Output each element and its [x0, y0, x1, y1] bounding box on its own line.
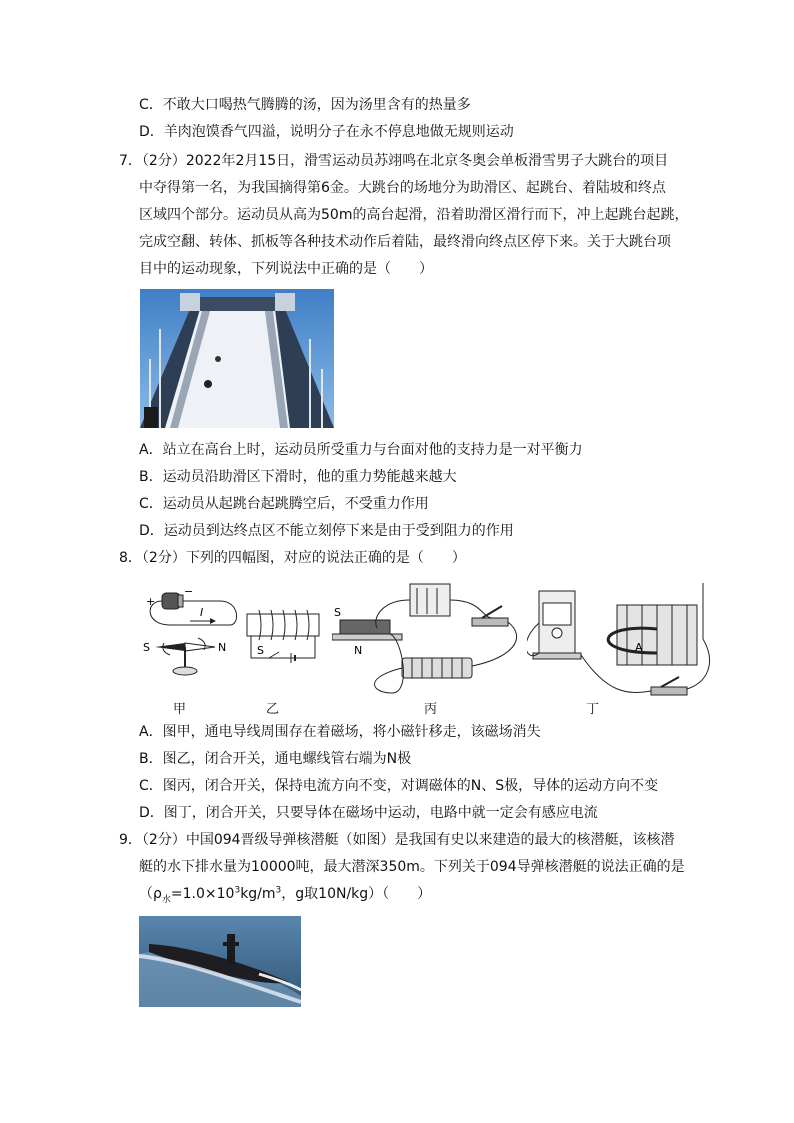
q8-option-c: C．图丙，闭合开关，保持电流方向不变，对调磁体的N、S极，导体的运动方向不变: [139, 778, 659, 794]
figure-bing-motor: [332, 578, 528, 696]
q8-option-b: B．图乙，闭合开关，通电螺线管右端为N极: [139, 751, 412, 767]
q6-option-d: D．羊肉泡馍香气四溢，说明分子在永不停息地做无规则运动: [139, 124, 514, 140]
q9-stem-line-2: 艇的水下排水量为10000吨，最大潜深350m。下列关于094导弹核潜艇的说法正确的是: [139, 859, 685, 875]
q6-option-c: C．不敢大口喝热气腾腾的汤，因为汤里含有的热量多: [139, 97, 471, 113]
switch-s-label: S: [257, 644, 264, 657]
caption-ding: 丁: [586, 702, 600, 717]
q7-stem-line-4: 完成空翻、转体、抓板等各种技术动作后着陆，最终滑向终点区停下来。关于大跳台项: [139, 234, 671, 250]
q8-option-a: A．图甲，通电导线周围存在着磁场，将小磁针移走，该磁场消失: [139, 724, 541, 740]
caption-bing: 丙: [424, 702, 438, 717]
plus-label: +: [146, 595, 156, 608]
n-pole-label: N: [218, 641, 227, 654]
figure-jia-oersted: [140, 583, 240, 678]
q7-stem-line-2: 中夺得第一名，为我国摘得第6金。大跳台的场地分为助滑区、起跳台、着陆坡和终点: [139, 180, 666, 196]
q7-stem-line-1: 7．（2分）2022年2月15日，滑雪运动员苏翊鸣在北京冬奥会单板滑雪男子大跳台的项目: [119, 153, 669, 169]
q7-option-c: C．运动员从起跳台起跳腾空后，不受重力作用: [139, 496, 429, 512]
q8-option-d: D．图丁，闭合开关，只要导体在磁场中运动，电路中就一定会有感应电流: [139, 805, 598, 821]
caption-jia: 甲: [173, 702, 187, 717]
q8-stem: 8．（2分）下列的四幅图，对应的说法正确的是（ ）: [119, 550, 466, 566]
q9-stem-line-1: 9．（2分）中国094晋级导弹核潜艇（如图）是我国有史以来建造的最大的核潜艇，该核潜: [119, 832, 675, 848]
conductor-a-label: A: [635, 641, 643, 654]
q7-stem-line-3: 区域四个部分。运动员从高为50m的高台起滑，沿着助滑区滑行而下，冲上起跳台起跳，: [139, 207, 689, 223]
q7-option-a: A．站立在高台上时，运动员所受重力与台面对他的支持力是一对平衡力: [139, 442, 583, 458]
figure-ding-induction: [527, 583, 717, 708]
minus-label: −: [184, 585, 194, 598]
current-label: I: [200, 606, 204, 619]
s-pole-label: S: [143, 641, 150, 654]
q7-option-b: B．运动员沿助滑区下滑时，他的重力势能越来越大: [139, 469, 457, 485]
caption-yi: 乙: [266, 702, 280, 717]
ski-jump-photo: [140, 289, 334, 428]
q7-option-d: D．运动员到达终点区不能立刻停下来是由于受到阻力的作用: [139, 523, 514, 539]
magnet-n-label: N: [354, 644, 363, 657]
submarine-photo: [139, 916, 301, 1007]
magnet-s-label: S: [334, 606, 341, 619]
q7-stem-line-5: 目中的运动现象，下列说法中正确的是（ ）: [139, 261, 433, 277]
q9-stem-line-3: （$\rho_水=1.0\times 10^3kg/m^3$，g取10N/kg）（ ）: [139, 885, 432, 905]
figure-yi-solenoid: [243, 608, 323, 663]
